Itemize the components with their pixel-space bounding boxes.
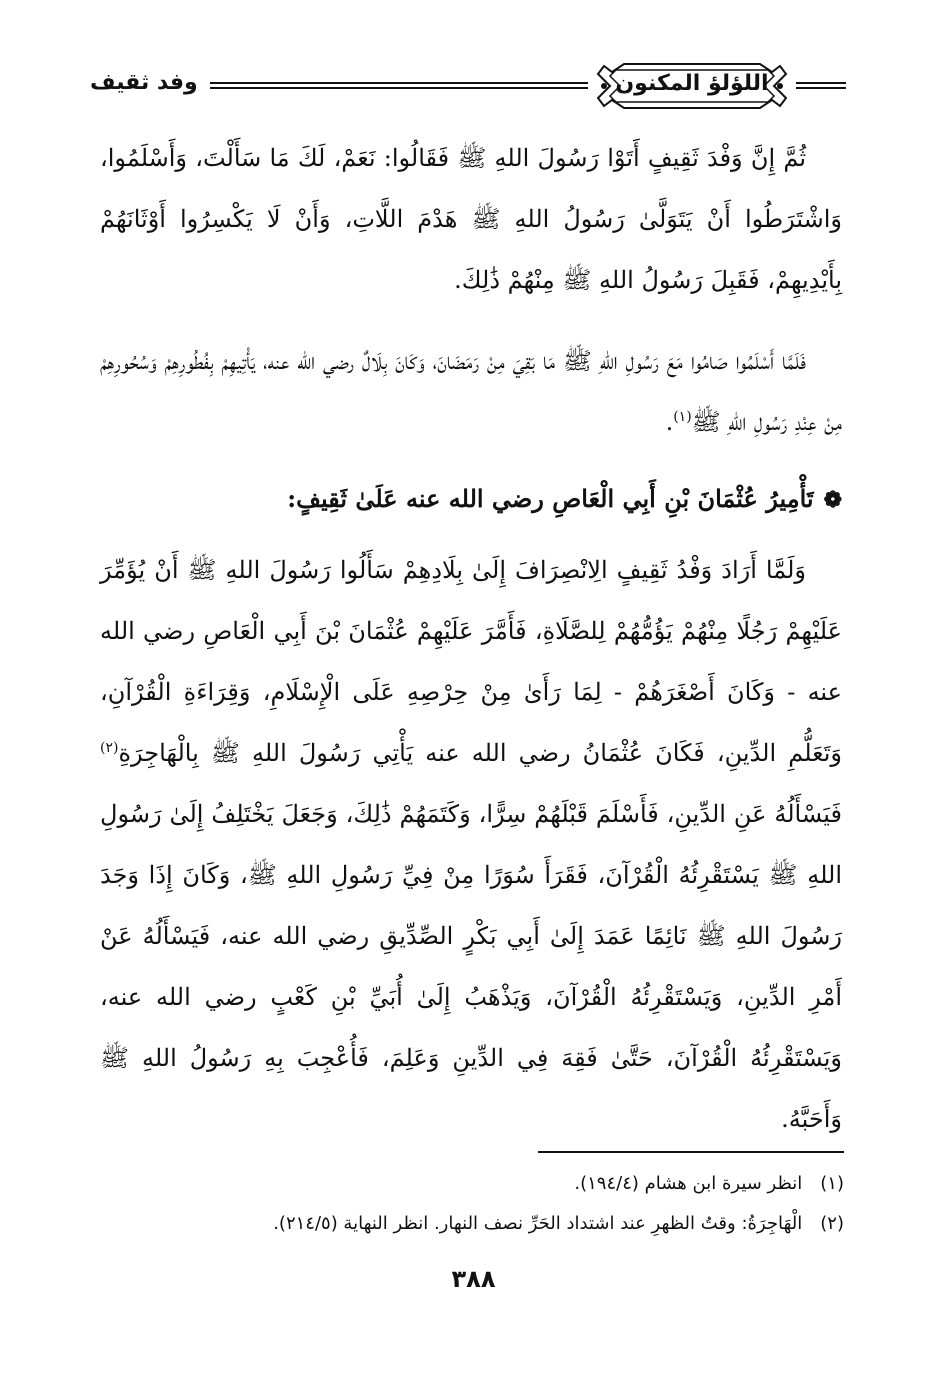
paragraph-1-text: ثُمَّ إِنَّ وَفْدَ ثَقِيفٍ أَتَوْا رَسُولَ اللهِ ﷺ فَقَالُوا: نَعَمْ، لَكَ مَا سَأَلْتَ، وَأَسْلَمُوا، وَاشْتَرَطُوا أَنْ يَتَوَلَّىٰ رَسُولُ اللهِ ﷺ هَدْمَ اللَّاتِ، وَأَنْ لَا يَكْسِرُوا أَوْثَانَهُمْ بِأَيْدِيهِمْ، فَقَبِلَ رَسُولُ اللهِ ﷺ مِنْهُمْ ذَٰلِكَ.: [100, 144, 842, 294]
footnote-ref-1[interactable]: (١): [673, 409, 692, 425]
footnote-2-number: (٢): [820, 1213, 844, 1234]
page-number: ٣٨٨: [451, 1265, 496, 1293]
page-header: [90, 58, 852, 118]
footnote-2-text: الْهَاجِرَةُ: وقتُ الظهرِ عند اشتداد الحَرِّ نصف النهار. انظر النهاية (٢١٤/٥).: [273, 1213, 803, 1234]
header-rule-left: [210, 82, 588, 89]
paragraph-3-end: فَيَسْأَلُهُ عَنِ الدِّينِ، فَأَسْلَمَ قَبْلَهُمْ سِرًّا، وَكَتَمَهُمْ ذَٰلِكَ، وَجَعَلَ يَخْتَلِفُ إِلَىٰ رَسُولِ اللهِ ﷺ يَسْتَقْرِئُهُ الْقُرْآنَ، فَقَرَأَ سُوَرًا مِنْ فِيِّ رَسُولِ اللهِ ﷺ، وَكَانَ إِذَا وَجَدَ رَسُولَ اللهِ ﷺ نَائِمًا عَمَدَ إِلَىٰ أَبِي بَكْرٍ الصِّدِّيقِ رضي الله عنه، فَيَسْأَلُهُ عَنْ أَمْرِ الدِّينِ، وَيَسْتَقْرِئُهُ الْقُرْآنَ، وَيَذْهَبُ إِلَىٰ أُبَيِّ بْنِ كَعْبٍ رضي الله عنه، وَيَسْتَقْرِئُهُ الْقُرْآنَ، حَتَّىٰ فَقِهَ فِي الدِّينِ وَعَلِمَ، فَأُعْجِبَ بِهِ رَسُولُ اللهِ ﷺ وَأَحَبَّهُ.: [100, 800, 843, 1133]
footnotes: [100, 1164, 844, 1244]
book-title: اللؤلؤ المكنون: [615, 71, 769, 96]
flower-bullet-icon: ❁: [823, 487, 842, 513]
paragraph-3: [100, 540, 842, 1150]
section-heading: [100, 479, 842, 520]
paragraph-2-end: .: [665, 408, 674, 436]
main-text: [100, 128, 842, 1150]
paragraph-1: [100, 128, 842, 311]
footnote-1-text: انظر سيرة ابن هشام (١٩٤/٤).: [574, 1173, 803, 1194]
footnote-1: [100, 1164, 844, 1204]
chapter-title: وفد ثقيف: [90, 70, 198, 95]
book-title-frame: [590, 58, 794, 114]
footnote-1-number: (١): [820, 1173, 844, 1194]
header-rule-right: [796, 82, 846, 89]
footnote-divider: [538, 1151, 844, 1153]
paragraph-2-text: فَلَمَّا أَسْلَمُوا صَامُوا مَعَ رَسُولِ اللهِ ﷺ مَا بَقِيَ مِنْ رَمَضَانَ، وَكَانَ بِلَالٌ رضي الله عنه، يَأْتِيهِمْ بِفُطُورِهِمْ وَسُحُورِهِمْ مِنْ عِنْدِ رَسُولِ اللهِ ﷺ: [100, 347, 842, 436]
paragraph-2: [100, 331, 842, 453]
footnote-ref-2[interactable]: (٢): [100, 740, 119, 756]
paragraph-3-text: وَلَمَّا أَرَادَ وَفْدُ ثَقِيفٍ الِانْصِرَافَ إِلَىٰ بِلَادِهِمْ سَأَلُوا رَسُولَ اللهِ ﷺ أَنْ يُؤَمِّرَ عَلَيْهِمْ رَجُلًا مِنْهُمْ يَؤُمُّهُمْ لِلصَّلَاةِ، فَأَمَّرَ عَلَيْهِمْ عُثْمَانَ بْنَ أَبِي الْعَاصِ رضي الله عنه - وَكَانَ أَصْغَرَهُمْ - لِمَا رَأَىٰ مِنْ حِرْصِهِ عَلَى الْإِسْلَامِ، وَقِرَاءَةِ الْقُرْآنِ، وَتَعَلُّمِ الدِّينِ، فَكَانَ عُثْمَانُ رضي الله عنه يَأْتِي رَسُولَ اللهِ ﷺ بِالْهَاجِرَةِ: [100, 556, 842, 767]
footnote-2: [100, 1204, 844, 1244]
section-heading-text: تَأْمِيرُ عُثْمَانَ بْنِ أَبِي الْعَاصِ رضي الله عنه عَلَىٰ ثَقِيفٍ:: [287, 484, 814, 513]
